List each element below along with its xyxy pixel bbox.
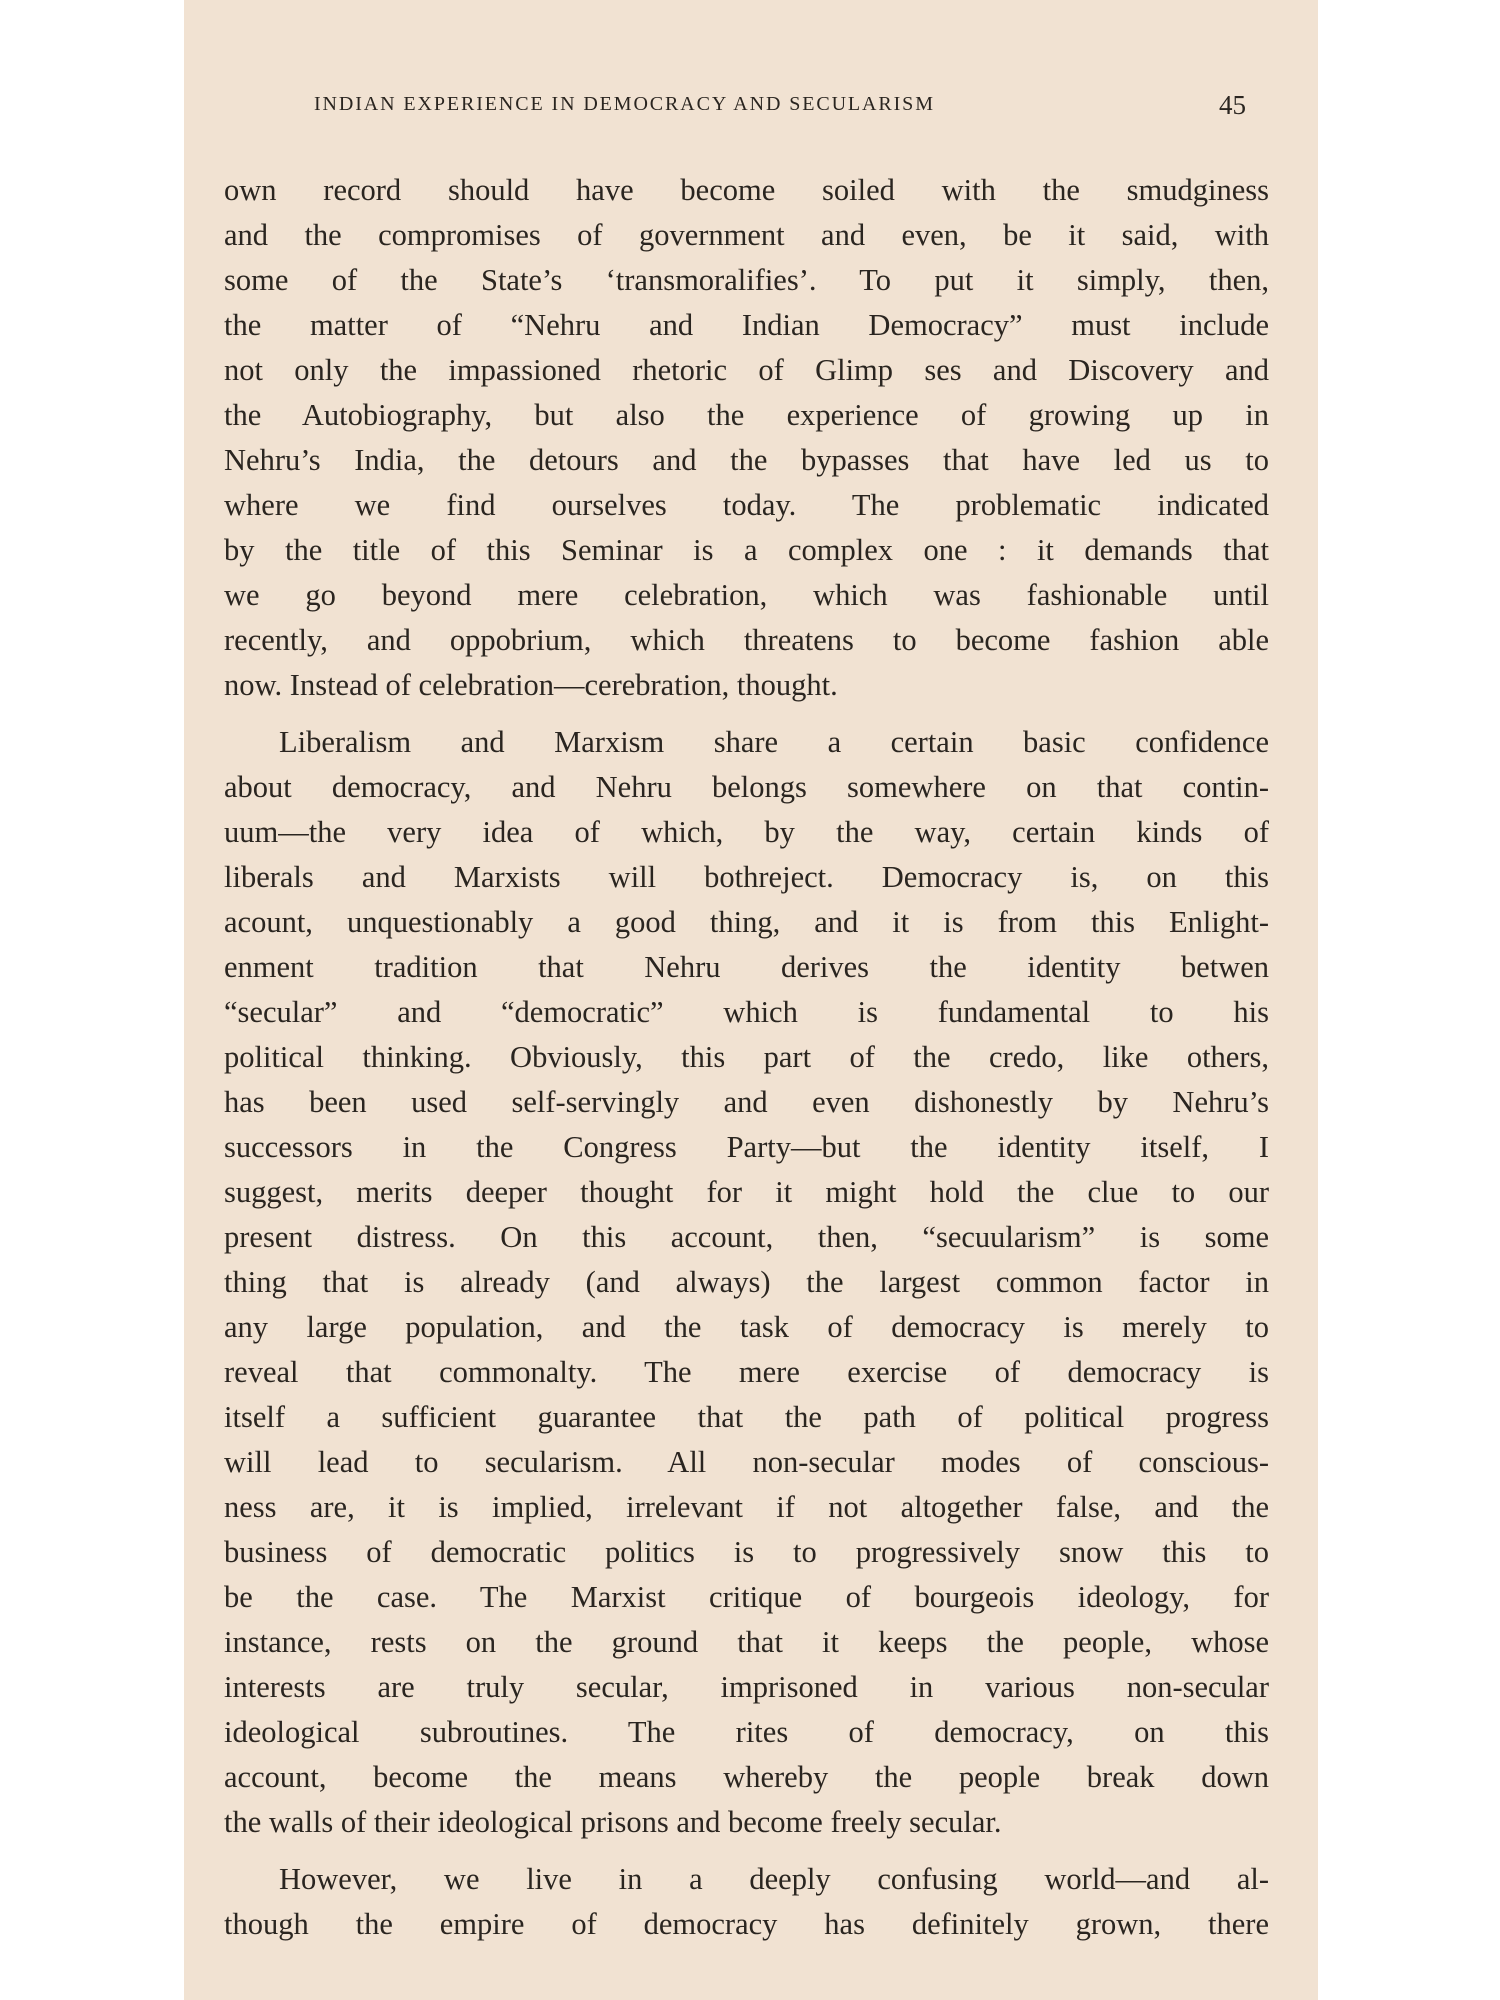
text-line: the matter of “Nehru and Indian Democracy” must include bbox=[224, 308, 1269, 342]
body-text bbox=[224, 168, 1269, 1947]
text-line: will lead to secularism. All non-secular modes of conscious- bbox=[224, 1445, 1269, 1479]
text-line: reveal that commonalty. The mere exercise of democracy is bbox=[224, 1355, 1269, 1389]
text-line: about democracy, and Nehru belongs somewhere on that contin- bbox=[224, 770, 1269, 804]
text-line: political thinking. Obviously, this part of the credo, like others, bbox=[224, 1040, 1269, 1074]
text-line: ness are, it is implied, irrelevant if not altogether false, and the bbox=[224, 1490, 1269, 1524]
text-line: business of democratic politics is to progressively snow this to bbox=[224, 1535, 1269, 1569]
text-line: liberals and Marxists will bothreject. Democracy is, on this bbox=[224, 860, 1269, 894]
text-line: has been used self-servingly and even dishonestly by Nehru’s bbox=[224, 1085, 1269, 1119]
paragraph-1 bbox=[224, 168, 1269, 708]
text-line: instance, rests on the ground that it keeps the people, whose bbox=[224, 1625, 1269, 1659]
text-line: be the case. The Marxist critique of bourgeois ideology, for bbox=[224, 1580, 1269, 1614]
text-line: ideological subroutines. The rites of democracy, on this bbox=[224, 1715, 1269, 1749]
text-line: Liberalism and Marxism share a certain basic confidence bbox=[279, 725, 1269, 759]
text-line: the walls of their ideological prisons and become freely secular. bbox=[224, 1805, 1002, 1839]
text-line: some of the State’s ‘transmoralifies’. To put it simply, then, bbox=[224, 263, 1269, 297]
text-line: acount, unquestionably a good thing, and it is from this Enlight- bbox=[224, 905, 1269, 939]
text-line: present distress. On this account, then, “secuularism” is some bbox=[224, 1220, 1269, 1254]
text-line: by the title of this Seminar is a complex one : it demands that bbox=[224, 533, 1269, 567]
text-line: though the empire of democracy has definitely grown, there bbox=[224, 1907, 1269, 1941]
text-line: “secular” and “democratic” which is fundamental to his bbox=[224, 995, 1269, 1029]
text-line: enment tradition that Nehru derives the identity betwen bbox=[224, 950, 1269, 984]
text-line: not only the impassioned rhetoric of Glimp ses and Discovery and bbox=[224, 353, 1269, 387]
paragraph-2 bbox=[224, 720, 1269, 1845]
paragraph-3 bbox=[224, 1857, 1269, 1947]
text-line: we go beyond mere celebration, which was fashionable until bbox=[224, 578, 1269, 612]
text-line: any large population, and the task of democracy is merely to bbox=[224, 1310, 1269, 1344]
text-line: Nehru’s India, the detours and the bypasses that have led us to bbox=[224, 443, 1269, 477]
running-head: INDIAN EXPERIENCE IN DEMOCRACY AND SECULARISM bbox=[314, 93, 935, 115]
text-line: recently, and oppobrium, which threatens to become fashion able bbox=[224, 623, 1269, 657]
text-line: uum—the very idea of which, by the way, certain kinds of bbox=[224, 815, 1269, 849]
text-line: where we find ourselves today. The problematic indicated bbox=[224, 488, 1269, 522]
text-line: the Autobiography, but also the experience of growing up in bbox=[224, 398, 1269, 432]
book-page bbox=[184, 0, 1318, 2000]
text-line: successors in the Congress Party—but the identity itself, I bbox=[224, 1130, 1269, 1164]
text-line: own record should have become soiled with the smudginess bbox=[224, 173, 1269, 207]
text-line: suggest, merits deeper thought for it might hold the clue to our bbox=[224, 1175, 1269, 1209]
text-line: account, become the means whereby the people break down bbox=[224, 1760, 1269, 1794]
text-line: itself a sufficient guarantee that the path of political progress bbox=[224, 1400, 1269, 1434]
text-line: interests are truly secular, imprisoned in various non-secular bbox=[224, 1670, 1269, 1704]
text-line: now. Instead of celebration—cerebration, thought. bbox=[224, 668, 838, 702]
text-line: thing that is already (and always) the largest common factor in bbox=[224, 1265, 1269, 1299]
text-line: and the compromises of government and even, be it said, with bbox=[224, 218, 1269, 252]
page-number: 45 bbox=[1219, 90, 1246, 120]
text-line: However, we live in a deeply confusing world—and al- bbox=[279, 1862, 1269, 1896]
